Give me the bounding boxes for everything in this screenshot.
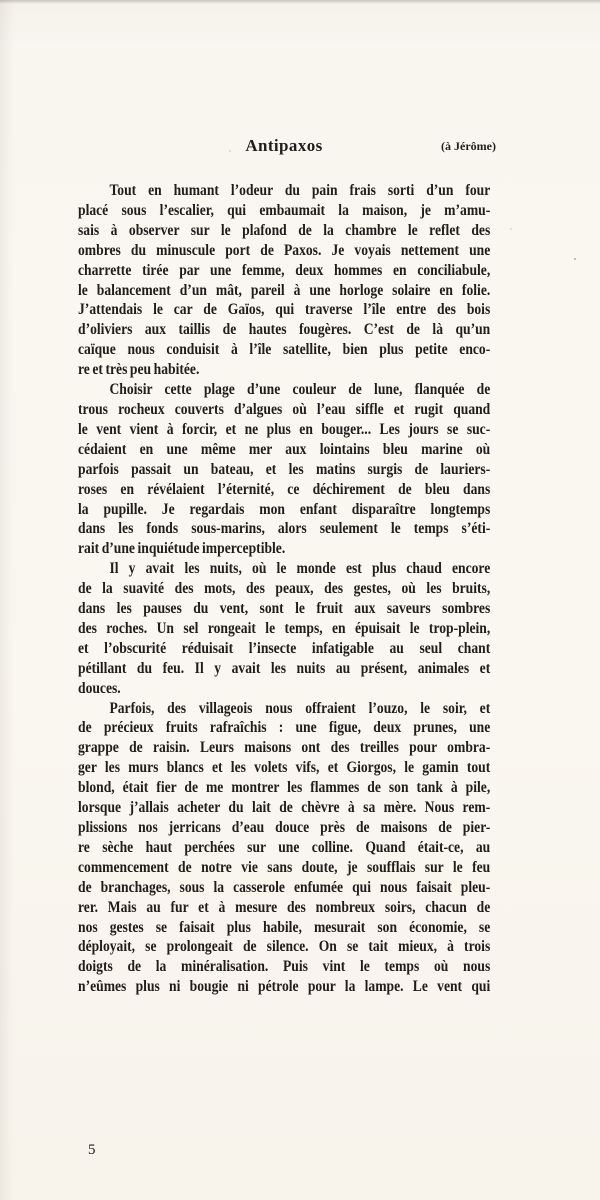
text-line: commencement de notre vie sans doute, je soufflais sur le feu xyxy=(78,858,491,876)
text-line: de la suavité des mots, des peaux, des gestes, où les bruits, xyxy=(78,580,491,598)
text-line: blond, était fier de me montrer les flammes de son tank à pile, xyxy=(78,779,491,797)
page-number: 5 xyxy=(88,1142,96,1158)
text-line: n’eûmes plus ni bougie ni pétrole pour la lampe. Le vent qui xyxy=(78,978,491,996)
text-line: la pupille. Je regardais mon enfant disparaître longtemps xyxy=(78,500,491,518)
text-line: de précieux fruits rafraîchis : une figue, deux prunes, une xyxy=(78,719,491,737)
dust-speck xyxy=(574,258,576,260)
text-line: re et très peu habitée. xyxy=(78,361,200,379)
text-line: J’attendais le car de Gaïos, qui traverse l’île entre des bois xyxy=(78,301,491,319)
text-line: de branchages, sous la casserole enfumée qui nous faisait pleu- xyxy=(78,878,491,896)
page-header xyxy=(78,136,496,158)
text-line: le vent vient à forcir, et ne plus en bouger... Les jours se suc- xyxy=(78,420,491,438)
text-line: d’oliviers aux taillis de hautes fougères. C’est de là qu’un xyxy=(78,321,491,339)
text-line: grappe de raisin. Leurs maisons ont des treilles pour ombra- xyxy=(78,739,491,757)
text-line: lorsque j’allais acheter du lait de chèvre à sa mère. Nous rem- xyxy=(78,799,491,817)
text-line: rait d’une inquiétude imperceptible. xyxy=(78,540,286,558)
text-line: charrette tirée par une femme, deux hommes en conciliabule, xyxy=(78,261,491,279)
text-line: et l’obscurité réduisait l’insecte infatigable au seul chant xyxy=(78,639,491,657)
text-line: cédaient en une même mer aux lointains bleu marine où xyxy=(78,440,491,458)
text-line: pétillant du feu. Il y avait les nuits au présent, animales et xyxy=(78,659,491,677)
body-text xyxy=(78,181,490,997)
text-line: ger les murs blancs et les volets vifs, et Giorgos, le gamin tout xyxy=(78,759,491,777)
text-line: parfois passait un bateau, et les matins surgis de lauriers- xyxy=(78,460,491,478)
text-line: Parfois, des villageois nous offraient l’ouzo, le soir, et xyxy=(109,699,491,717)
text-line: roses en révélaient l’éternité, ce déchirement de bleu dans xyxy=(78,480,491,498)
text-line: sais à observer sur le plafond de la chambre le reflet des xyxy=(78,221,491,239)
text-line: dans les pauses du vent, sont le fruit aux saveurs sombres xyxy=(78,600,491,618)
text-line: douces. xyxy=(78,679,121,697)
text-line: Tout en humant l’odeur du pain frais sorti d’un four xyxy=(109,182,491,199)
text-line: plissions nos jerricans d’eau douce près de maisons de pier- xyxy=(78,819,491,836)
text-line: Il y avait les nuits, où le monde est plus chaud encore xyxy=(109,560,491,578)
text-line: des roches. Un sel rongeait le temps, en épuisait le trop-plein, xyxy=(78,619,491,637)
page-title: Antipaxos xyxy=(245,136,323,155)
text-line: trous rocheux couverts d’algues où l’eau siffle et rugit quand xyxy=(78,400,491,418)
text-line: dans les fonds sous-marins, alors seulement le temps s’éti- xyxy=(78,520,491,538)
dedication: (à Jérôme) xyxy=(441,139,496,153)
text-line: caïque nous conduisit à l’île satellite, bien plus petite enco- xyxy=(78,341,491,359)
text-line: doigts de la minéralisation. Puis vint le temps où nous xyxy=(78,958,491,976)
dust-speck xyxy=(510,228,512,230)
text-line: re sèche haut perchées sur une colline. Quand était-ce, au xyxy=(78,838,491,856)
text-line: le balancement d’un mât, pareil à une horloge solaire en folie. xyxy=(78,281,491,299)
text-line: rer. Mais au fur et à mesure des nombreux soirs, chacun de xyxy=(78,898,491,916)
text-line: déployait, se prolongeait de silence. On se tait mieux, à trois xyxy=(78,938,491,956)
text-line: placé sous l’escalier, qui embaumait la maison, je m’amu- xyxy=(78,201,491,219)
text-line: ombres du minuscule port de Paxos. Je voyais nettement une xyxy=(78,241,491,259)
dust-speck xyxy=(229,150,231,152)
text-line: nos gestes se faisait plus habile, mesurait son économie, se xyxy=(78,918,491,936)
text-line: Choisir cette plage d’une couleur de lune, flanquée de xyxy=(109,381,491,399)
